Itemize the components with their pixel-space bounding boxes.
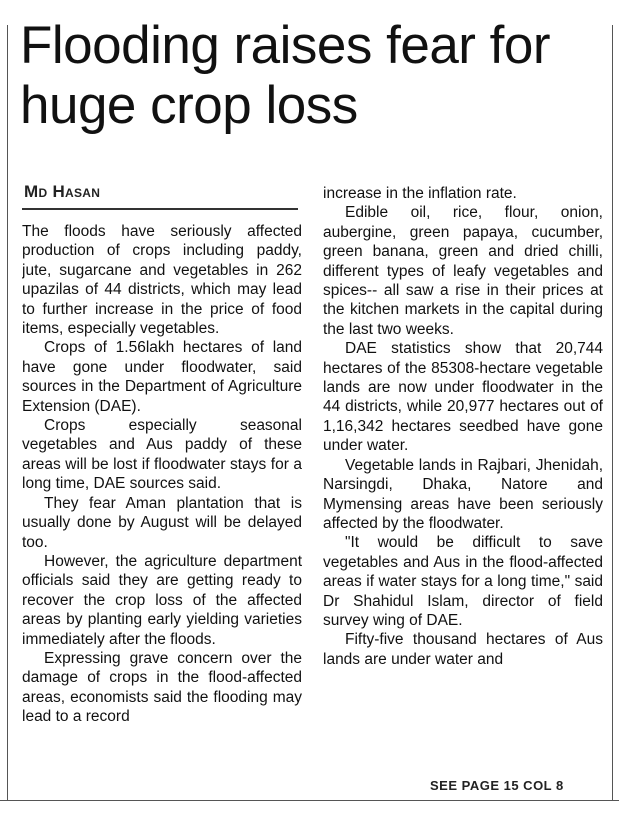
paragraph: increase in the inflation rate. xyxy=(323,185,517,202)
headline: Flooding raises fear for huge crop loss xyxy=(20,16,551,135)
paragraph: The floods have seriously affected production of crops including paddy, jute, sugarcane and vegetables in 262 upazilas of 44 districts, which may lead to further increase in the price of food items, especially vegetables. xyxy=(22,223,302,338)
paragraph: Expressing grave concern over the damage of crops in the flood-affected areas, economists said the flooding may lead to a record xyxy=(22,649,302,726)
byline-rule xyxy=(22,208,298,210)
paragraph: Crops of 1.56lakh hectares of land have gone under floodwater, said sources in the Department of Agriculture Extension (DAE). xyxy=(22,339,302,415)
article-column-2 xyxy=(323,184,603,762)
paragraph: However, the agriculture department officials said they are getting ready to recover the crop loss of the affected areas by planting early yielding varieties immediately after the floods. xyxy=(22,552,302,648)
paragraph: They fear Aman plantation that is usually done by August will be delayed too. xyxy=(22,494,302,551)
left-column-rule xyxy=(7,25,8,800)
paragraph: DAE statistics show that 20,744 hectares of the 85308-hectare vegetable lands are now under floodwater in the 44 districts, while 20,977 hectares out of 1,16,342 hectares seedbed have gone under water. xyxy=(323,340,603,455)
paragraph: Edible oil, rice, flour, onion, aubergine, green papaya, cucumber, green banana, green and dried chilli, different types of leafy vegetables and spices-- all saw a rise in their prices at the kitchen markets in the capital during the last two weeks. xyxy=(323,204,603,338)
continuation-notice: SEE PAGE 15 COL 8 xyxy=(430,778,564,793)
byline xyxy=(24,182,100,202)
article-column-1 xyxy=(22,222,302,797)
paragraph: Vegetable lands in Rajbari, Jhenidah, Narsingdi, Dhaka, Natore and Mymensing areas have been seriously affected by the floodwater. xyxy=(323,456,603,532)
paragraph: "It would be difficult to save vegetables and Aus in the flood-affected areas if water stays for a long time," said Dr Shahidul Islam, director of field survey wing of DAE. xyxy=(323,534,603,629)
paragraph: Fifty-five thousand hectares of Aus lands are under water and xyxy=(323,631,603,668)
byline-name: Md Hasan xyxy=(24,182,101,201)
paragraph: Crops especially seasonal vegetables and Aus paddy of these areas will be lost if floodwater stays for a long time, DAE sources said. xyxy=(22,417,302,493)
right-column-rule xyxy=(612,25,613,800)
bottom-rule xyxy=(0,800,619,801)
